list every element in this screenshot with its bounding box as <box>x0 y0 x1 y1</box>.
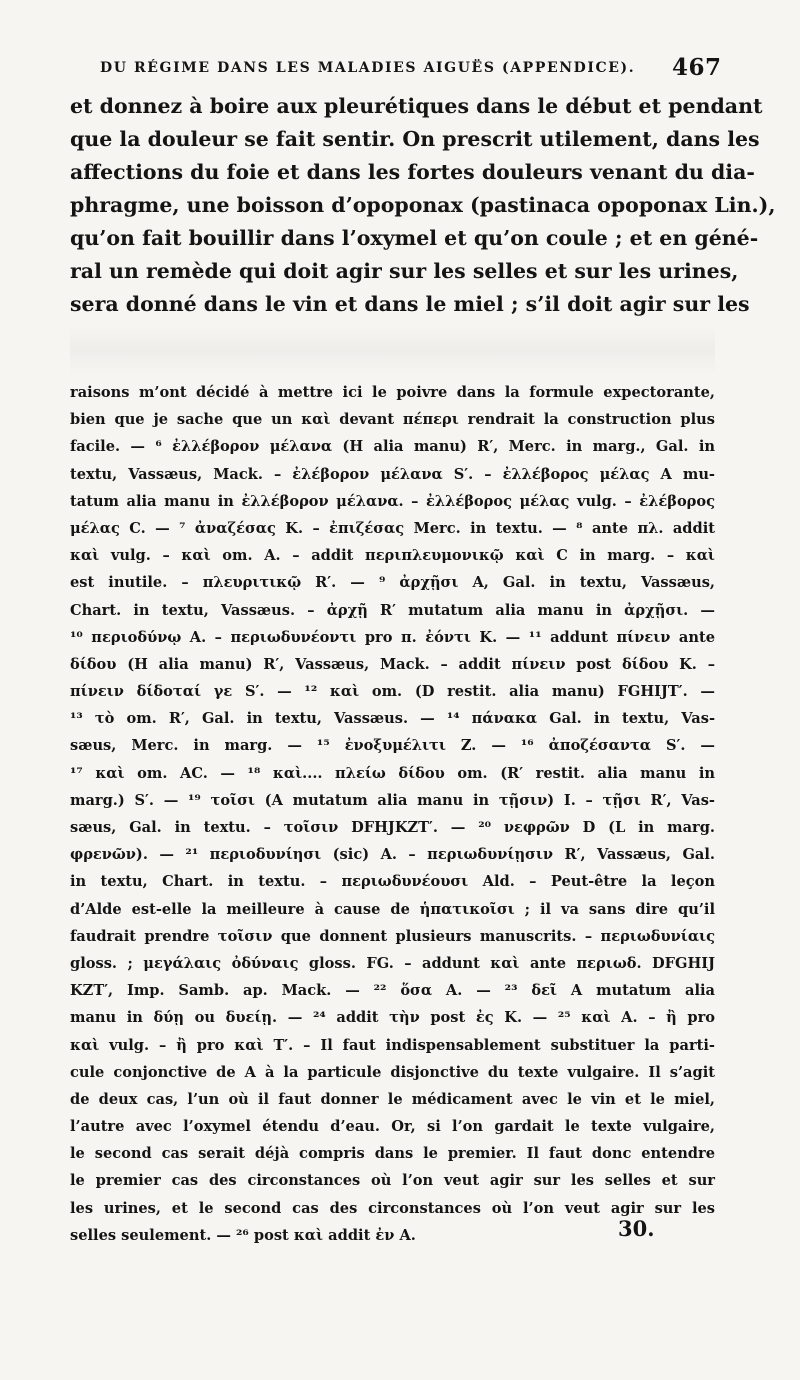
footnote-line: sæus, Merc. in marg. — ¹⁵ ἐνοξυμέλιτι Z. — ¹⁶ ἀποζέσαντα S′. — <box>70 737 715 755</box>
footnote-line: in textu, Chart. in textu. – περιωδυνέουσι Ald. – Peut-être la leçon <box>70 873 715 891</box>
footnotes <box>70 379 715 1249</box>
footnote-line: de deux cas, l’un où il faut donner le médicament avec le vin et le miel, <box>70 1090 715 1108</box>
footnote-line: φρενῶν). — ²¹ περιοδυνίησι (sic) A. – περιωδυνίῃσιν R′, Vassæus, Gal. <box>70 846 715 864</box>
main-text-line: qu’on fait bouillir dans l’oxymel et qu’on coule ; et en géné- <box>70 226 759 250</box>
footnote-line: sæus, Gal. in textu. – τοῖσιν DFHJKZT′. — ²⁰ νεφρῶν D (L in marg. <box>70 819 715 836</box>
footnote-line: manu in δύῃ ou δυείῃ. — ²⁴ addit τὴν post ἐς K. — ²⁵ καὶ A. – ἢ pro <box>70 1009 715 1027</box>
footnote-line: les urines, et le second cas des circonstances où l’on veut agir sur les <box>70 1199 715 1217</box>
footnote-line: gloss. ; μεγάλαις ὀδύναις gloss. FG. – addunt καὶ ante περιωδ. DFGHIJ <box>70 954 715 972</box>
footnote-line: raisons m’ont décidé à mettre ici le poivre dans la formule expectorante, <box>70 384 715 401</box>
footnote-line: l’autre avec l’oxymel étendu d’eau. Or, si l’on gardait le texte vulgaire, <box>70 1118 715 1136</box>
footnote-line: textu, Vassæus, Mack. – ἐλέβορον μέλανα S′. – ἐλλέβορος μέλας A mu- <box>70 465 715 483</box>
footnote-line: marg.) S′. — ¹⁹ τοῖσι (A mutatum alia manu in τῇσιν) I. – τῇσι R′, Vas- <box>70 791 715 809</box>
footnote-line: le second cas serait déjà compris dans le premier. Il faut donc entendre <box>70 1145 715 1163</box>
footnote-line: ¹⁰ περιοδύνῳ A. – περιωδυνέοντι pro π. ἐόντι K. — ¹¹ addunt πίνειν ante <box>70 628 715 646</box>
footnote-line: ¹³ τὸ om. R′, Gal. in textu, Vassæus. — ¹⁴ πάνακα Gal. in textu, Vas- <box>70 710 715 728</box>
footnote-line: facile. — ⁶ ἐλλέβορον μέλανα (H alia manu) R′, Merc. in marg., Gal. in <box>70 438 715 456</box>
running-title: DU RÉGIME DANS LES MALADIES AIGUËS (APPENDICE). <box>100 60 636 76</box>
footnote-line: cule conjonctive de A à la particule disjonctive du texte vulgaire. Il s’agit <box>70 1063 715 1081</box>
footnote-line: bien que je sache que un καὶ devant πέπερι rendrait la construction plus <box>70 411 715 429</box>
main-text-line: ral un remède qui doit agir sur les selles et sur les urines, <box>70 259 739 283</box>
main-text-line: affections du foie et dans les fortes douleurs venant du dia- <box>70 160 755 184</box>
footnote-line: le premier cas des circonstances où l’on veut agir sur les selles et sur <box>70 1172 715 1190</box>
footnote-line: καὶ vulg. – ἢ pro καὶ T′. – Il faut indispensablement substituer la parti- <box>70 1036 715 1054</box>
footnote-line: selles seulement. — ²⁶ post καὶ addit ἐν A. <box>70 1226 416 1244</box>
footnote-line: KZT′, Imp. Samb. ap. Mack. — ²² ὅσα A. — ²³ δεῖ A mutatum alia <box>70 982 715 1000</box>
footnote-line: tatum alia manu in ἐλλέβορον μέλανα. – ἐλλέβορος μέλας vulg. – ἐλέβορος <box>70 492 715 510</box>
footnote-line: πίνειν δίδοταί γε S′. — ¹² καὶ om. (D restit. alia manu) FGHIJT′. — <box>70 683 715 701</box>
footnote-line: Chart. in textu, Vassæus. – ἀρχῇ R′ mutatum alia manu in ἀρχῇσι. — <box>70 601 715 619</box>
footnote-line: δίδου (H alia manu) R′, Vassæus, Mack. – addit πίνειν post δίδου K. – <box>70 655 715 673</box>
show-through-shadow <box>70 325 715 375</box>
signature-mark: 30. <box>618 1216 655 1241</box>
footnote-line: ¹⁷ καὶ om. AC. — ¹⁸ καὶ.... πλείω δίδου om. (R′ restit. alia manu in <box>70 764 715 782</box>
main-text-line: phragme, une boisson d’opoponax (pastinaca opoponax Lin.), <box>70 193 776 217</box>
main-text-line: que la douleur se fait sentir. On prescrit utilement, dans les <box>70 127 760 151</box>
footnote-line: d’Alde est-elle la meilleure à cause de ἡπατικοῖσι ; il va sans dire qu’il <box>70 900 715 918</box>
footnote-line: est inutile. – πλευριτικῷ R′. — ⁹ ἀρχῇσι A, Gal. in textu, Vassæus, <box>70 574 715 592</box>
main-text-line: sera donné dans le vin et dans le miel ; s’il doit agir sur les <box>70 292 750 316</box>
footnote-line: μέλας C. — ⁷ ἀναζέσας K. – ἐπιζέσας Merc. in textu. — ⁸ ante πλ. addit <box>70 519 715 537</box>
main-text <box>70 90 776 321</box>
footnote-line: καὶ vulg. – καὶ om. A. – addit περιπλευμονικῷ καὶ C in marg. – καὶ <box>70 547 715 565</box>
main-text-line: et donnez à boire aux pleurétiques dans le début et pendant <box>70 94 763 118</box>
footnote-line: faudrait prendre τοῖσιν que donnent plusieurs manuscrits. – περιωδυνίαις <box>70 927 715 945</box>
page-number: 467 <box>672 54 722 81</box>
